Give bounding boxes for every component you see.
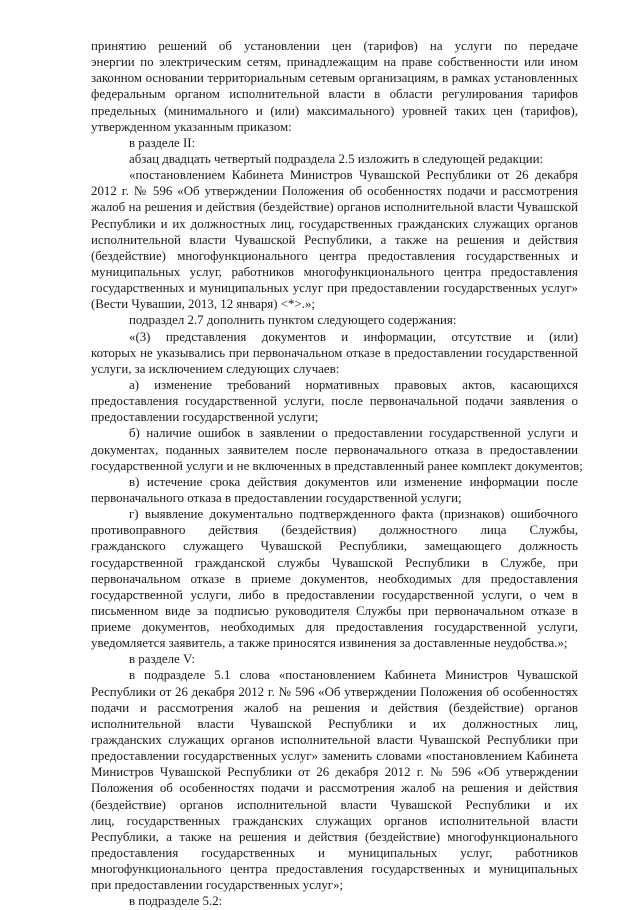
paragraph-p1 [91, 38, 578, 135]
text-line: при предоставлении государственных услуг»; [91, 878, 344, 893]
text-line: абзац двадцать четвертый подраздела 2.5 изложить в следующей редакции: [129, 151, 544, 166]
text-line: государственной гражданской службы Чувашской Республики в Службе, при [91, 555, 578, 570]
text-line: исполнительной власти Чувашской Республики, а также на решения и действия [91, 232, 578, 247]
text-line: а) изменение требований нормативных правовых актов, касающихся [129, 377, 578, 392]
text-line: Республики и их должностных лиц, государственных гражданских служащих органов [91, 216, 578, 231]
text-line: государственной услуги, либо в предоставлении государственной услуги, о чем в [91, 587, 578, 602]
paragraph-p5 [91, 312, 578, 328]
text-line: подраздел 2.7 дополнить пунктом следующего содержания: [129, 313, 457, 328]
paragraph-p7 [91, 377, 578, 425]
paragraph-p2 [91, 135, 578, 151]
paragraph-p12 [91, 667, 578, 893]
text-line: письменном виде за подписью руководителя Службы при первоначальном отказе в [91, 603, 578, 618]
paragraph-p9 [91, 474, 578, 506]
text-line: предоставления государственной услуги, после первоначальной подачи заявления о [91, 394, 578, 409]
text-line: 2012 г. № 596 «Об утверждении Положения об особенностях подачи и рассмотрения [91, 184, 578, 199]
text-line: первоначальном отказе в приеме документов, необходимых для предоставления [91, 571, 578, 586]
text-line: предоставления государственных и муниципальных услуг, работников [91, 846, 578, 861]
paragraph-p11 [91, 651, 578, 667]
text-line: «(3) представления документов и информации, отсутствие и (или) [129, 329, 578, 344]
text-line: подачи и рассмотрения жалоб на решения и действия (бездействие) органов [91, 700, 578, 715]
text-line: Министров Чувашской Республики от 26 декабря 2012 г. № 596 «Об утверждении [91, 765, 578, 780]
text-line: Республики, а также на решения и действия (бездействие) многофункционального [91, 829, 578, 844]
text-line: государственной услуги и не включенных в представленный ранее комплект документов; [91, 458, 583, 473]
text-line: в) истечение срока действия документов или изменение информации после [129, 474, 578, 489]
text-line: уведомляется заявитель, а также приносятся извинения за доставленные неудобства.»; [91, 636, 568, 651]
text-line: предельных (минимального и (или) максимального) уровней таких цен (тарифов), [91, 103, 578, 118]
paragraph-p4 [91, 167, 578, 312]
text-line: б) наличие ошибок в заявлении о предоставлении государственной услуги и [129, 426, 578, 441]
text-line: в подразделе 5.1 слова «постановлением Кабинета Министров Чувашской [129, 668, 578, 683]
text-line: Положения об особенностях подачи и рассмотрения жалоб на решения и действия [91, 781, 578, 796]
text-line: в разделе II: [129, 135, 196, 150]
text-line: первоначального отказа в предоставлении государственной услуги; [91, 490, 462, 505]
text-line: г) выявление документально подтвержденного факта (признаков) ошибочного [129, 507, 578, 522]
text-line: принятию решений об установлении цен (тарифов) на услуги по передаче [91, 39, 578, 53]
text-line: жалоб на решения и действия (бездействие) органов исполнительной власти Чувашской [91, 200, 578, 215]
text-line: (бездействие) многофункционального центра предоставления государственных и [91, 248, 578, 263]
text-line: (бездействие) органов исполнительной власти Чувашской Республики и их [91, 797, 578, 812]
text-line: приеме документов, необходимых для предоставления государственной услуги, [91, 620, 578, 635]
paragraph-p13 [91, 893, 578, 909]
text-line: Республики от 26 декабря 2012 г. № 596 «Об утверждении Положения об особенностях [91, 684, 578, 699]
paragraph-p10 [91, 506, 578, 651]
text-line: энергии по электрическим сетям, принадлежащим на праве собственности или ином [91, 55, 578, 70]
text-line: документах, поданных заявителем после первоначального отказа в предоставлении [91, 442, 578, 457]
paragraph-p3 [91, 151, 578, 167]
text-line: в разделе V: [129, 652, 195, 667]
text-line: гражданского служащего Чувашской Республики, замещающего должность [91, 539, 578, 554]
text-line: муниципальных услуг, работников многофункционального центра предоставления [91, 264, 578, 279]
text-line: лиц, государственных гражданских служащих органов исполнительной власти [91, 813, 578, 828]
text-line: предоставлении государственной услуги; [91, 410, 319, 425]
text-line: федеральным органом исполнительной власти в области регулирования тарифов [91, 87, 578, 102]
paragraph-p6 [91, 329, 578, 377]
text-line: законном основании территориальным сетевым организациям, в рамках установленных [91, 71, 578, 86]
text-line: предоставлении государственных услуг» заменить словами «постановлением Кабинета [91, 749, 578, 764]
document-body [91, 38, 583, 910]
text-line: услуги, за исключением следующих случаев: [91, 361, 340, 376]
text-line: утвержденном указанным приказом: [91, 119, 292, 134]
text-line: государственных и муниципальных услуг при предоставлении государственных услуг» [91, 281, 578, 296]
text-line: которых не указывались при первоначальном отказе в предоставлении государственной [91, 345, 578, 360]
text-line: гражданских служащих органов исполнительной власти Чувашской Республики при [91, 733, 578, 748]
text-line: многофункционального центра предоставления государственных и муниципальных [91, 862, 578, 877]
text-line: (Вести Чувашии, 2013, 12 января) <*>.»; [91, 297, 315, 312]
text-line: исполнительной власти Чувашской Республики и их должностных лиц, [91, 716, 578, 731]
paragraph-p8 [91, 425, 583, 473]
text-line: в подразделе 5.2: [129, 894, 223, 909]
text-line: противоправного действия (бездействия) должностного лица Службы, [91, 523, 578, 538]
text-line: «постановлением Кабинета Министров Чувашской Республики от 26 декабря [129, 168, 578, 183]
